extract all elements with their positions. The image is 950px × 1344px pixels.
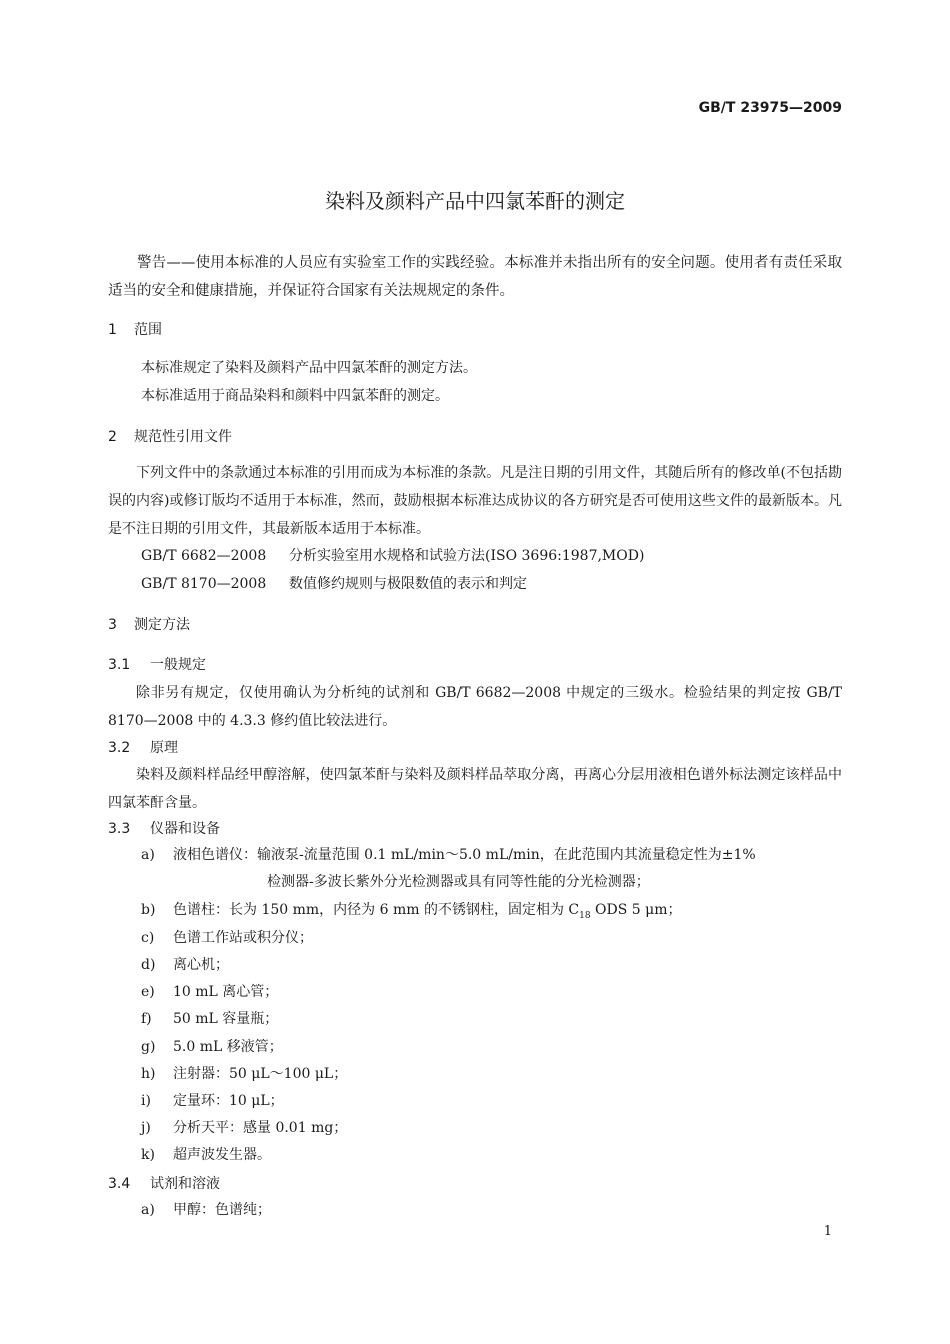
warning-paragraph: 警告——使用本标准的人员应有实验室工作的实践经验。本标准并未指出所有的安全问题。使用者有责任采取适当的安全和健康措施，并保证符合国家有关法规规定的条件。 xyxy=(108,255,842,299)
list-item: k) 超声波发生器。 xyxy=(141,1147,271,1163)
section-2-paragraph: 下列文件中的条款通过本标准的引用而成为本标准的条款。凡是注日期的引用文件，其随后所有的修改单(不包括勘误的内容)或修订版均不适用于本标准，然而，鼓励根据本标准达成协议的各方研究是否可使用这些文件的最新版本。凡是不注日期的引用文件，其最新版本适用于本标准。 xyxy=(108,465,842,537)
section-3-heading: 3 测定方法 xyxy=(108,617,190,633)
section-1-paragraph-1: 本标准规定了染料及颜料产品中四氯苯酐的测定方法。 xyxy=(141,360,477,376)
reference-item: GB/T 8170—2008 数值修约规则与极限数值的表示和判定 xyxy=(141,576,527,592)
section-3-1-paragraph: 除非另有规定，仅使用确认为分析纯的试剂和 GB/T 6682—2008 中规定的三级水。检验结果的判定按 GB/T 8170—2008 中的 4.3.3 修约值比较法进行。 xyxy=(108,685,842,729)
list-item: d) 离心机； xyxy=(141,957,229,973)
list-item: b) 色谱柱：长为 150 mm，内径为 6 mm 的不锈钢柱，固定相为 $C_{18}$ ODS 5 μm； xyxy=(141,902,682,921)
section-3-2-paragraph: 染料及颜料样品经甲醇溶解，使四氯苯酐与染料及颜料样品萃取分离，再离心分层用液相色谱外标法测定该样品中四氯苯酐含量。 xyxy=(108,767,842,811)
page-title: 染料及颜料产品中四氯苯酐的测定 xyxy=(325,189,625,213)
list-item-continuation: 检测器-多波长紫外分光检测器或具有同等性能的分光检测器； xyxy=(267,874,650,890)
list-item: f) 50 mL 容量瓶； xyxy=(141,1011,279,1027)
page-number: 1 xyxy=(823,1224,832,1239)
list-item: i) 定量环：10 μL； xyxy=(141,1093,284,1109)
list-item: e) 10 mL 离心管； xyxy=(141,984,279,1000)
section-3-3-heading: 3.3 仪器和设备 xyxy=(108,821,220,837)
section-1-heading: 1 范围 xyxy=(108,322,162,338)
section-3-2-heading: 3.2 原理 xyxy=(108,740,178,756)
list-item: a) 甲醇：色谱纯； xyxy=(141,1202,271,1218)
standard-number: GB/T 23975—2009 xyxy=(698,100,842,116)
reference-item: GB/T 6682—2008 分析实验室用水规格和试验方法(ISO 3696:1987,MOD) xyxy=(141,548,645,564)
section-3-4-heading: 3.4 试剂和溶液 xyxy=(108,1176,220,1192)
list-item: a) 液相色谱仪：输液泵-流量范围 0.1 mL/min～5.0 mL/min，在此范围内其流量稳定性为±1% xyxy=(141,847,756,863)
list-item: g) 5.0 mL 移液管； xyxy=(141,1039,283,1055)
section-1-paragraph-2: 本标准适用于商品染料和颜料中四氯苯酐的测定。 xyxy=(141,388,449,404)
section-3-1-heading: 3.1 一般规定 xyxy=(108,657,206,673)
section-2-heading: 2 规范性引用文件 xyxy=(108,429,232,445)
list-item: c) 色谱工作站或积分仪； xyxy=(141,930,313,946)
list-item: h) 注射器：50 μL～100 μL； xyxy=(141,1066,348,1082)
list-item: j) 分析天平：感量 0.01 mg； xyxy=(141,1120,348,1136)
